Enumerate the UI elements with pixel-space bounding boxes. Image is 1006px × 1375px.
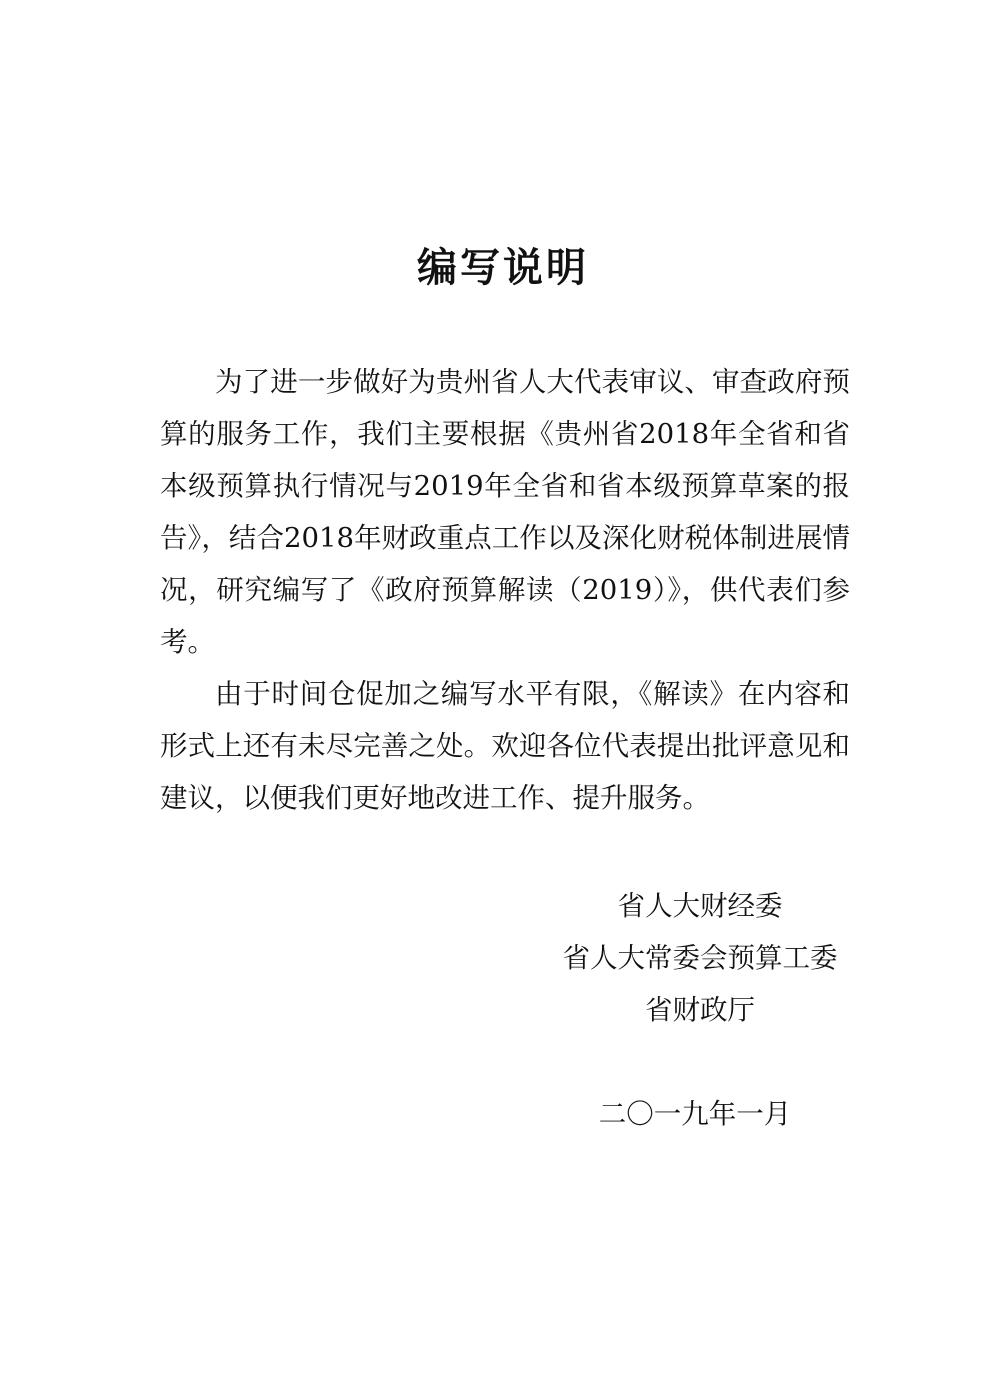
signatory-finance-department: 省财政厅 xyxy=(645,994,755,1026)
signatory-finance-committee: 省人大财经委 xyxy=(617,890,783,922)
document-title: 编写说明 xyxy=(417,244,589,291)
document-body xyxy=(160,356,850,824)
paragraph-intro: 为了进一步做好为贵州省人大代表审议、审查政府预算的服务工作，我们主要根据《贵州省2018年全省和省本级预算执行情况与2019年全省和省本级预算草案的报告》，结合2018年财政重点工作以及深化财税体制进展情况，研究编写了《政府预算解读（2019）》，供代表们参考。 xyxy=(160,366,850,658)
signature-block xyxy=(530,880,870,1036)
signatory-budget-working-committee: 省人大常委会预算工委 xyxy=(562,942,838,974)
paragraph-disclaimer: 由于时间仓促加之编写水平有限，《解读》在内容和形式上还有未尽完善之处。欢迎各位代表提出批评意见和建议，以便我们更好地改进工作、提升服务。 xyxy=(160,678,850,814)
document-date: 二〇一九年一月 xyxy=(598,1098,792,1130)
